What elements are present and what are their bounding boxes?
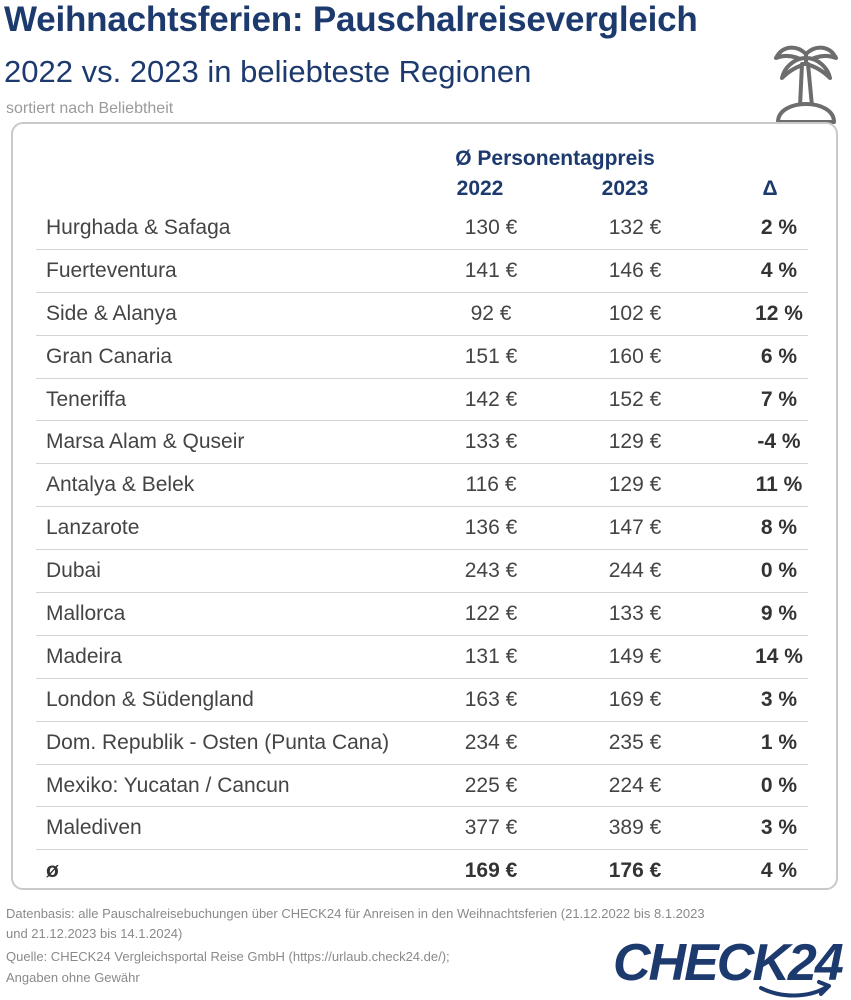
region-name: Malediven xyxy=(46,816,142,840)
price-2022: 243 € xyxy=(464,559,518,583)
price-2023: 132 € xyxy=(608,216,662,239)
table-body xyxy=(36,207,808,893)
table-row xyxy=(36,250,808,293)
region-name: Fuerteventura xyxy=(46,258,177,282)
price-2023: 102 € xyxy=(608,301,662,325)
price-change: 3 % xyxy=(760,687,798,711)
table-row xyxy=(36,207,808,250)
price-2022: 92 € xyxy=(470,301,512,325)
table-row xyxy=(36,593,808,636)
page-title: Weihnachtsferien: Pauschalreisevergleich xyxy=(4,0,698,39)
price-2023: 129 € xyxy=(608,473,662,497)
column-header-delta: Δ xyxy=(762,177,778,200)
price-2022: 116 € xyxy=(465,473,517,497)
palm-island-icon xyxy=(772,40,840,126)
price-2022: 225 € xyxy=(464,773,518,797)
table-row xyxy=(36,807,808,850)
price-2023: 235 € xyxy=(608,730,662,754)
table-row xyxy=(36,765,808,808)
column-group-header: Ø Personentagpreis xyxy=(455,147,655,170)
price-2022: 151 € xyxy=(464,344,518,368)
price-2022: 377 € xyxy=(464,816,518,840)
column-header-2022: 2022 xyxy=(456,177,504,200)
price-2023: 152 € xyxy=(608,387,662,411)
price-2022: 141 € xyxy=(464,258,518,282)
price-change: 0 % xyxy=(760,559,798,583)
table-row xyxy=(36,679,808,722)
price-2023: 160 € xyxy=(608,344,662,368)
table-row xyxy=(36,636,808,679)
price-change: 8 % xyxy=(760,516,798,540)
price-2022: 133 € xyxy=(464,430,518,454)
region-name: Dom. Republik - Osten (Punta Cana) xyxy=(46,730,390,754)
price-2022: 163 € xyxy=(464,687,518,711)
price-2022: 136 € xyxy=(464,516,518,540)
price-2022: 131 € xyxy=(464,644,518,668)
footer-disclaimer: Angaben ohne Gewähr xyxy=(6,970,140,985)
price-change: 0 % xyxy=(760,773,798,797)
price-2022: 122 € xyxy=(464,602,518,626)
price-change: 9 % xyxy=(760,602,798,626)
price-change: 14 % xyxy=(755,644,803,668)
price-change: 1 % xyxy=(760,730,798,754)
average-price-2023: 176 € xyxy=(608,859,662,883)
footer-data-basis: Datenbasis: alle Pauschalreisebuchungen über CHECK24 für Anreisen in den Weihnachtsferien (21.12.2022 bis 8.1.2023 xyxy=(6,906,705,921)
price-2023: 129 € xyxy=(608,430,662,454)
logo-text: CHECK24 xyxy=(613,936,842,992)
region-name: Teneriffa xyxy=(46,387,127,411)
price-change: 11 % xyxy=(755,473,803,497)
price-change: -4 % xyxy=(757,430,801,454)
price-2022: 130 € xyxy=(464,216,518,239)
region-name: Antalya & Belek xyxy=(46,473,195,497)
price-change: 7 % xyxy=(760,387,798,411)
table-total-row xyxy=(36,850,808,893)
region-name: Mexiko: Yucatan / Cancun xyxy=(46,773,290,797)
average-price-change: 4 % xyxy=(760,859,798,883)
sort-note: sortiert nach Beliebtheit xyxy=(6,100,174,117)
table-row xyxy=(36,722,808,765)
region-name: Side & Alanya xyxy=(46,301,177,325)
price-2023: 147 € xyxy=(608,516,662,540)
price-change: 4 % xyxy=(760,258,798,282)
region-name: Mallorca xyxy=(46,602,126,626)
column-header-2023: 2023 xyxy=(601,177,649,200)
table-row xyxy=(36,507,808,550)
table-row xyxy=(36,550,808,593)
check24-logo xyxy=(611,936,847,998)
price-2023: 133 € xyxy=(608,602,662,626)
region-name: Gran Canaria xyxy=(46,344,173,368)
footer-source: Quelle: CHECK24 Vergleichsportal Reise GmbH (https://urlaub.check24.de/); xyxy=(6,949,450,964)
price-2023: 389 € xyxy=(608,816,662,840)
region-name: Madeira xyxy=(46,644,122,668)
region-name: Marsa Alam & Quseir xyxy=(46,430,245,454)
price-change: 2 % xyxy=(760,216,798,239)
price-2023: 149 € xyxy=(608,644,662,668)
price-change: 3 % xyxy=(760,816,798,840)
price-change: 6 % xyxy=(760,344,798,368)
region-name: London & Südengland xyxy=(46,687,254,711)
price-change: 12 % xyxy=(755,301,803,325)
footer-data-basis-cont: und 21.12.2023 bis 14.1.2024) xyxy=(6,926,183,941)
region-name: Hurghada & Safaga xyxy=(46,216,231,239)
average-label: ø xyxy=(46,859,59,883)
price-2023: 146 € xyxy=(608,258,662,282)
average-price-2022: 169 € xyxy=(464,859,518,883)
table-row xyxy=(36,336,808,379)
price-2022: 234 € xyxy=(464,730,518,754)
region-name: Dubai xyxy=(46,559,101,583)
price-2023: 244 € xyxy=(608,559,662,583)
region-name: Lanzarote xyxy=(46,516,140,540)
table-row xyxy=(36,379,808,422)
price-2023: 224 € xyxy=(608,773,662,797)
price-2022: 142 € xyxy=(464,387,518,411)
table-row xyxy=(36,421,808,464)
table-row xyxy=(36,293,808,336)
table-row xyxy=(36,464,808,507)
page-subtitle: 2022 vs. 2023 in beliebteste Regionen xyxy=(4,54,532,89)
price-2023: 169 € xyxy=(608,687,662,711)
